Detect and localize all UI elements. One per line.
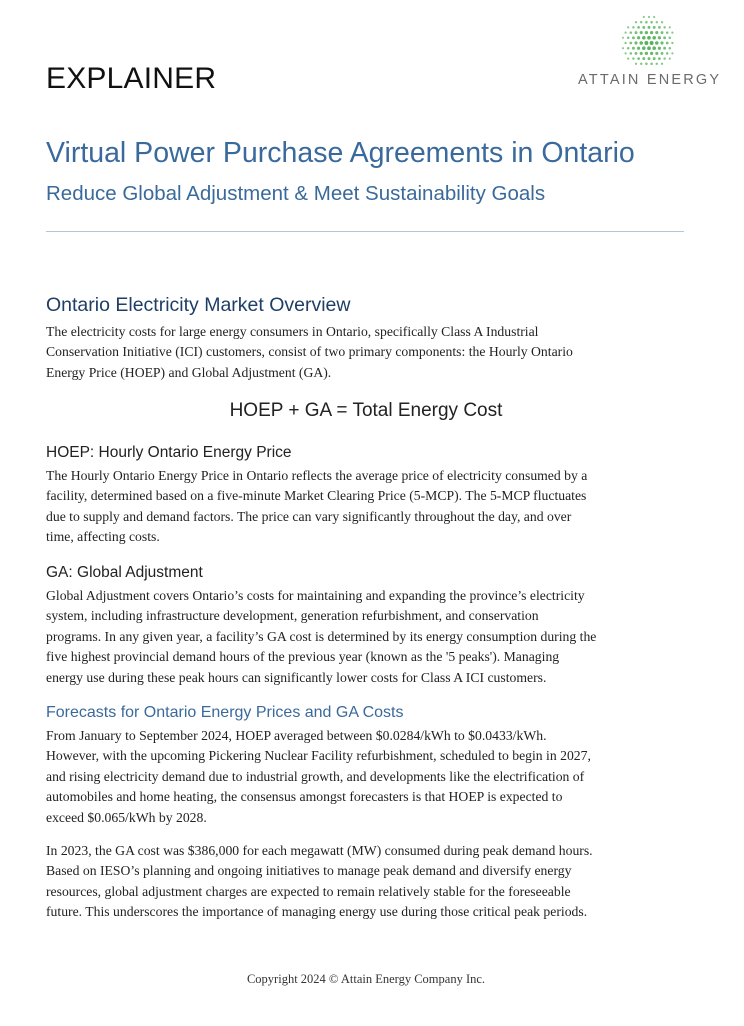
overview-paragraph xyxy=(46,322,696,383)
logo-dot xyxy=(632,26,634,28)
logo-dot xyxy=(640,31,643,34)
logo-dot xyxy=(671,52,673,54)
logo-dot xyxy=(661,31,664,34)
cost-formula: HOEP + GA = Total Energy Cost xyxy=(229,400,503,421)
logo-dot xyxy=(645,21,648,24)
paragraph-line: programs. In any given year, a facility’s GA cost is determined by its energy consumption during the xyxy=(46,628,597,644)
logo-dot xyxy=(635,21,637,23)
logo-dot xyxy=(627,58,629,60)
paragraph-line: time, affecting costs. xyxy=(46,529,160,545)
logo-dot xyxy=(648,57,651,60)
logo-dot xyxy=(627,47,630,50)
logo-dot xyxy=(640,21,642,23)
paragraph-line: Based on IESO’s planning and ongoing initiatives to manage peak demand and diversify energy xyxy=(46,863,572,879)
logo-dot xyxy=(635,31,638,34)
paragraph-line: automobiles and home heating, the consensus amongst forecasters is that HOEP is expected to xyxy=(46,789,563,805)
paragraph-line: energy use during these peak hours can significantly lower costs for Class A ICI customers. xyxy=(46,669,547,685)
logo-dot xyxy=(669,37,672,40)
logo-dot xyxy=(640,52,643,55)
ga-paragraph xyxy=(46,586,696,688)
document-label: EXPLAINER xyxy=(46,62,217,95)
ga-heading: GA: Global Adjustment xyxy=(46,564,203,581)
logo-dot xyxy=(637,36,640,39)
logo-dot xyxy=(642,46,646,50)
forecasts-paragraph-2 xyxy=(46,841,696,923)
logo-dot xyxy=(669,58,671,60)
attain-energy-logo xyxy=(576,14,726,94)
forecasts-heading: Forecasts for Ontario Energy Prices and GA Costs xyxy=(46,704,404,721)
logo-dot xyxy=(644,41,648,45)
logo-dot xyxy=(624,42,626,44)
logo-dot xyxy=(669,26,671,28)
logo-dot xyxy=(658,47,661,50)
logo-dot xyxy=(656,63,658,65)
logo-dot xyxy=(666,31,669,34)
copyright-footer: Copyright 2024 © Attain Energy Company Inc. xyxy=(246,972,486,986)
logo-dot xyxy=(658,36,661,39)
logo-dot xyxy=(650,21,653,24)
logo-dot xyxy=(625,32,627,34)
logo-dot xyxy=(642,57,645,60)
logo-dot xyxy=(653,26,656,29)
paragraph-line: future. This underscores the importance of managing energy use during those critical peak periods. xyxy=(46,904,588,920)
logo-dot xyxy=(671,32,673,34)
logo-dot xyxy=(645,31,648,34)
hoep-paragraph xyxy=(46,466,696,548)
paragraph-line: resources, global adjustment charges are expected to remain relatively stable for the foreseeable xyxy=(46,883,571,899)
logo-dot xyxy=(639,41,643,45)
title-divider xyxy=(46,231,684,232)
logo-dot xyxy=(645,63,648,66)
logo-dot xyxy=(671,42,673,44)
logo-dot xyxy=(622,37,624,39)
logo-dot xyxy=(630,31,633,34)
logo-dot xyxy=(653,16,655,18)
logo-dot xyxy=(642,36,646,40)
logo-dot xyxy=(632,47,635,50)
hoep-heading: HOEP: Hourly Ontario Energy Price xyxy=(46,444,292,461)
logo-dot xyxy=(648,16,650,18)
paragraph-line: and rising electricity demand due to industrial growth, and developments like the electrification of xyxy=(46,768,585,784)
logo-dot xyxy=(625,52,627,54)
logo-dot xyxy=(661,52,664,55)
paragraph-line: The electricity costs for large energy consumers in Ontario, specifically Class A Industrial xyxy=(46,324,539,339)
logo-dot xyxy=(658,26,661,29)
logo-dot xyxy=(663,36,666,39)
paragraph-line: Energy Price (HOEP) and Global Adjustment (GA). xyxy=(46,364,332,380)
logo-dot xyxy=(647,36,651,40)
forecasts-paragraph-1 xyxy=(46,726,696,828)
logo-dot xyxy=(637,47,640,50)
logo-dot xyxy=(629,42,632,45)
paragraph-line: From January to September 2024, HOEP averaged between $0.0284/kWh to $0.0433/kWh. xyxy=(46,728,547,743)
logo-dot xyxy=(648,26,651,29)
paragraph-line: system, including infrastructure development, generation refurbishment, and conservation xyxy=(46,608,539,624)
logo-dot xyxy=(632,36,635,39)
paragraph-line: The Hourly Ontario Energy Price in Ontario reflects the average price of electricity consumed by a xyxy=(46,468,588,483)
logo-dot xyxy=(647,46,651,50)
logo-dot xyxy=(632,57,634,59)
page-title: Virtual Power Purchase Agreements in Ontario xyxy=(46,137,635,169)
logo-dot xyxy=(622,47,624,49)
paragraph-line: due to supply and demand factors. The price can vary significantly throughout the day, and over xyxy=(46,508,572,524)
logo-dot xyxy=(660,41,663,44)
logo-dot xyxy=(643,16,645,18)
logo-dot xyxy=(661,21,663,23)
logo-dot xyxy=(663,47,666,50)
logo-dot xyxy=(666,42,669,45)
logo-dots-icon xyxy=(620,14,678,72)
paragraph-line: exceed $0.065/kWh by 2028. xyxy=(46,809,207,825)
logo-dot xyxy=(640,63,642,65)
logo-dot xyxy=(663,57,665,59)
logo-dot xyxy=(669,47,672,50)
logo-text: ATTAIN ENERGY xyxy=(578,72,722,88)
paragraph-line: facility, determined based on a five-minute Market Clearing Price (5-MCP). The 5-MCP fluctuates xyxy=(46,488,587,504)
logo-dot xyxy=(655,41,659,45)
paragraph-line: In 2023, the GA cost was $386,000 for each megawatt (MW) consumed during peak demand hours. xyxy=(46,843,593,858)
page-subtitle: Reduce Global Adjustment & Meet Sustainability Goals xyxy=(46,182,546,205)
paragraph-line: five highest provincial demand hours of the previous year (known as the '5 peaks'). Managing xyxy=(46,649,560,665)
logo-dot xyxy=(652,36,656,40)
logo-dot xyxy=(655,31,658,34)
logo-dot xyxy=(650,41,654,45)
paragraph-line: Global Adjustment covers Ontario’s costs for maintaining and expanding the province’s electricity xyxy=(46,588,585,603)
logo-dot xyxy=(627,26,629,28)
logo-dot xyxy=(645,52,648,55)
paragraph-line: Conservation Initiative (ICI) customers, consist of two primary components: the Hourly Ontario xyxy=(46,344,573,360)
logo-dot xyxy=(658,57,661,60)
logo-dot xyxy=(650,63,653,66)
paragraph-line: However, with the upcoming Pickering Nuclear Facility refurbishment, scheduled to begin in 2027, xyxy=(46,748,591,764)
logo-dot xyxy=(653,57,656,60)
logo-dot xyxy=(661,63,663,65)
logo-dot xyxy=(652,46,656,50)
logo-dot xyxy=(634,41,637,44)
logo-dot xyxy=(650,52,653,55)
logo-dot xyxy=(630,52,633,55)
logo-dot xyxy=(650,31,653,34)
logo-dot xyxy=(656,21,658,23)
overview-heading: Ontario Electricity Market Overview xyxy=(46,294,351,316)
logo-dot xyxy=(635,63,637,65)
logo-dot xyxy=(637,57,640,60)
logo-dot xyxy=(635,52,638,55)
logo-dot xyxy=(655,52,658,55)
logo-dot xyxy=(627,37,630,40)
logo-dot xyxy=(642,26,645,29)
logo-dot xyxy=(666,52,669,55)
logo-dot xyxy=(637,26,640,29)
logo-dot xyxy=(663,26,665,28)
